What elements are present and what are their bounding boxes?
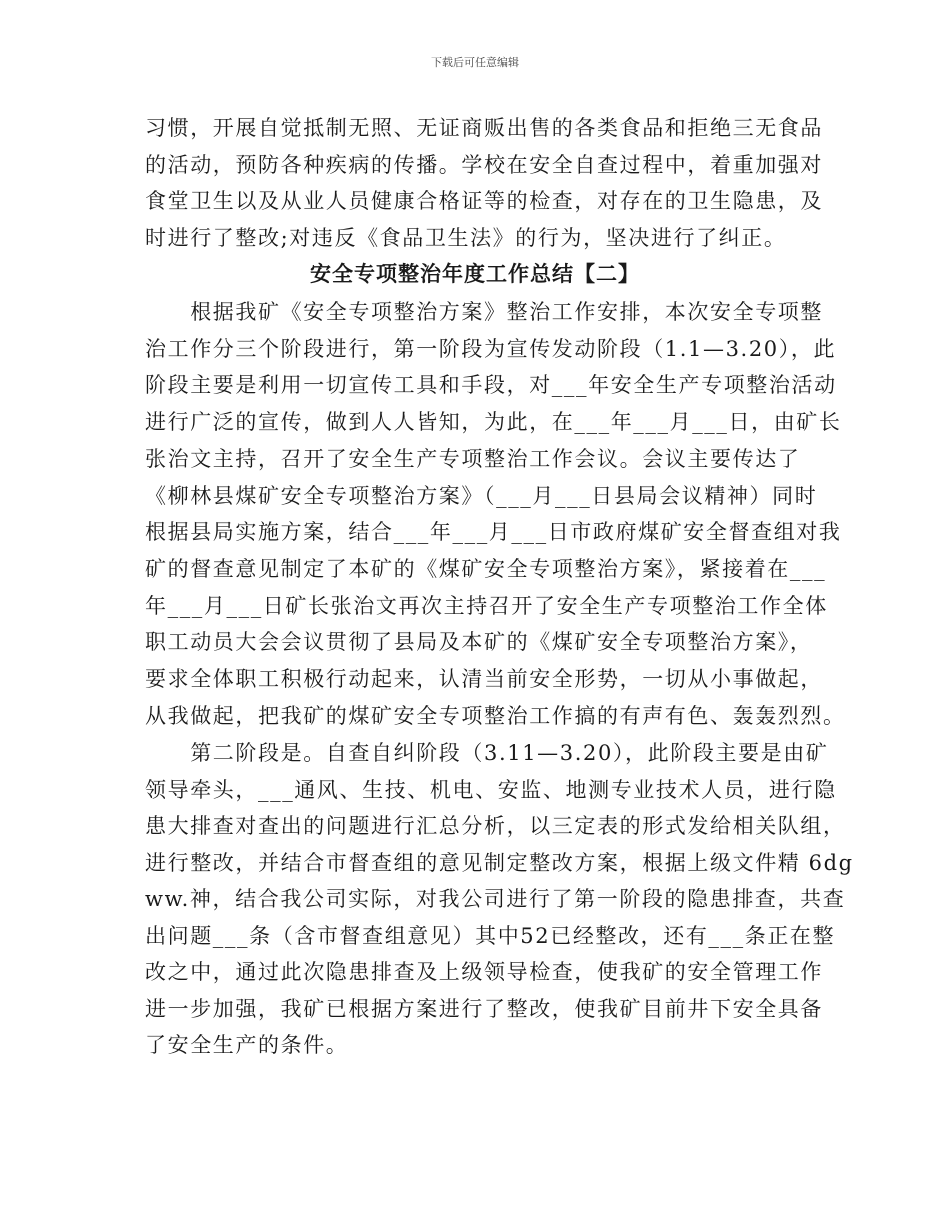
text-line: 矿的督查意见制定了本矿的《煤矿安全专项整治方案》，紧接着在___ <box>145 556 827 581</box>
text-line: 习惯，开展自觉抵制无照、无证商贩出售的各类食品和拒绝三无食品 <box>145 116 823 140</box>
text-line: 年___月___日矿长张治文再次主持召开了安全生产专项整治工作全体 <box>145 593 828 618</box>
text-line: 张治文主持，召开了安全生产专项整治工作会议。会议主要传达了 <box>145 446 801 471</box>
text-line: 改之中，通过此次隐患排查及上级领导检查，使我矿的安全管理工作 <box>145 960 823 984</box>
text-line: 患大排查对查出的问题进行汇总分析，以三定表的形式发给相关队组， <box>145 814 846 838</box>
text-line: ww.神，结合我公司实际，对我公司进行了第一阶段的隐患排查，共查 <box>145 887 846 911</box>
text-line: 出问题___条（含市督查组意见）其中52已经整改，还有___条正在整 <box>145 923 836 948</box>
text-line: 从我做起，把我矿的煤矿安全专项整治工作搞的有声有色、轰轰烈烈。 <box>145 703 846 728</box>
page-header: 下载后可任意编辑 <box>431 56 519 69</box>
text-line: 进行整改，并结合市督查组的意见制定整改方案，根据上级文件精 6dg <box>145 850 854 875</box>
text-line: 根据我矿《安全专项整治方案》整治工作安排，本次安全专项整 <box>145 300 823 324</box>
text-line: 《柳林县煤矿安全专项整治方案》（___月___日县局会议精神）同时 <box>145 483 818 508</box>
text-line: 治工作分三个阶段进行，第一阶段为宣传发动阶段（1.1—3.20），此 <box>145 336 837 361</box>
text-line: 根据县局实施方案，结合___年___月___日市政府煤矿安全督查组对我 <box>145 520 842 545</box>
text-line: 职工动员大会会议贯彻了县局及本矿的《煤矿安全专项整治方案》， <box>145 630 813 655</box>
text-line: 领导牵头，___通风、生技、机电、安监、地测专业技术人员，进行隐 <box>145 777 837 802</box>
text-line: 第二阶段是。自查自纠阶段（3.11—3.20），此阶段主要是由矿 <box>145 741 829 765</box>
text-line: 的活动，预防各种疾病的传播。学校在安全自查过程中，着重加强对 <box>145 152 823 177</box>
text-line: 进行广泛的宣传，做到人人皆知，为此，在___年___月___日，由矿长 <box>145 410 842 435</box>
text-line: 要求全体职工积极行动起来，认清当前安全形势，一切从小事做起， <box>145 667 823 691</box>
text-line: 了安全生产的条件。 <box>145 1033 349 1057</box>
section-title: 安全专项整治年度工作总结【二】 <box>310 262 640 286</box>
text-line: 进一步加强，我矿已根据方案进行了整改，使我矿目前井下安全具备 <box>145 996 823 1021</box>
text-line: 时进行了整改;对违反《食品卫生法》的行为，坚决进行了纠正。 <box>145 225 787 250</box>
text-line: 阶段主要是利用一切宣传工具和手段，对___年安全生产专项整治活动 <box>145 373 837 398</box>
text-line: 食堂卫生以及从业人员健康合格证等的检查，对存在的卫生隐患，及 <box>145 189 823 213</box>
